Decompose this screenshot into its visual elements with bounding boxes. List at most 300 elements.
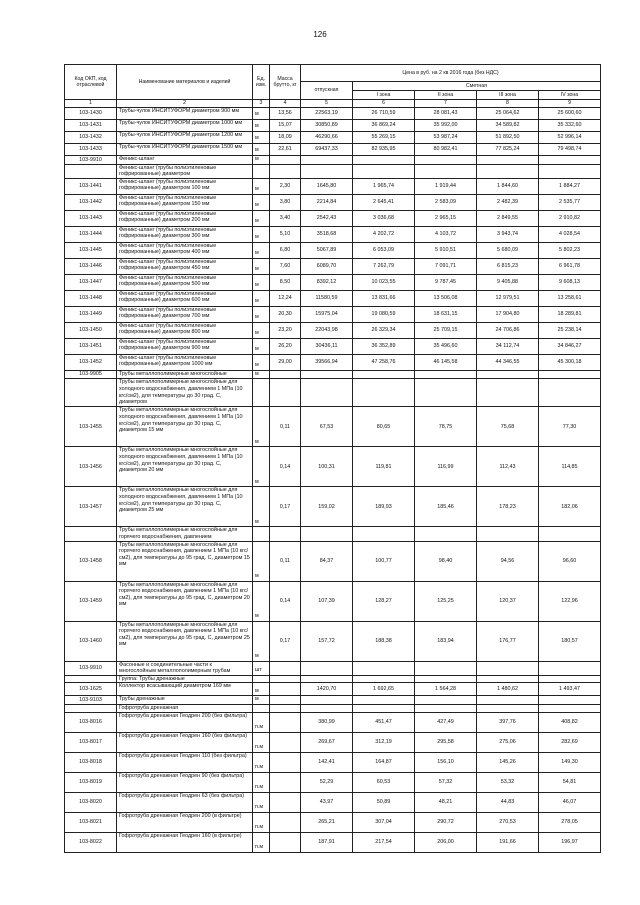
cell-code: 103-1445 — [65, 242, 117, 258]
page-number: 126 — [313, 30, 327, 39]
cell-zone-3-price: 1 844,60 — [477, 178, 539, 194]
cell-unit: м — [253, 210, 270, 226]
cell-unit: п.м — [253, 792, 270, 812]
cell-zone-4-price — [539, 675, 601, 683]
cell-unit — [253, 379, 270, 407]
cell-code: 103-1458 — [65, 541, 117, 581]
cell-release-price: 159,02 — [301, 487, 353, 527]
cell-zone-3-price: 2 482,39 — [477, 194, 539, 210]
cell-mass — [270, 675, 301, 683]
cell-release-price: 15975,04 — [301, 306, 353, 322]
cell-name: Трубы дренажные — [117, 696, 253, 705]
cell-unit — [253, 164, 270, 178]
cell-release-price: 157,72 — [301, 621, 353, 661]
cell-name: Гофротруба дренажная Геодрен 110 (без фильтра) — [117, 752, 253, 772]
cell-zone-1-price: 312,19 — [353, 732, 415, 752]
cell-code: 103-1443 — [65, 210, 117, 226]
cell-unit: м — [253, 274, 270, 290]
cell-release-price: 52,29 — [301, 772, 353, 792]
cell-mass: 0,14 — [270, 581, 301, 621]
cell-zone-2-price: 183,94 — [415, 621, 477, 661]
cell-unit: м — [253, 132, 270, 144]
cell-zone-3-price: 178,23 — [477, 487, 539, 527]
cell-zone-4-price: 6 961,78 — [539, 258, 601, 274]
header-zone-3: III зона — [477, 91, 539, 100]
cell-zone-1-price: 2 645,41 — [353, 194, 415, 210]
cell-zone-1-price: 13 831,66 — [353, 290, 415, 306]
cell-unit: м — [253, 447, 270, 487]
cell-zone-2-price: 295,58 — [415, 732, 477, 752]
table-row — [65, 194, 601, 210]
cell-name: Феникс-шланг (трубы полиэтиленовые гофрированные) диаметром 200 мм — [117, 210, 253, 226]
cell-release-price: 30850,89 — [301, 120, 353, 132]
cell-zone-4-price — [539, 164, 601, 178]
cell-mass — [270, 792, 301, 812]
table-row — [65, 120, 601, 132]
cell-release-price: 5067,89 — [301, 242, 353, 258]
cell-code: 103-9905 — [65, 370, 117, 379]
cell-zone-4-price — [539, 661, 601, 675]
cell-mass: 0,11 — [270, 541, 301, 581]
cell-name: Трубы металлополимерные многослойные для горячего водоснабжения, давлением 1 МПа (10 кгс/см2), для температуры до 95 град. С, диаметром 20 мм — [117, 581, 253, 621]
cell-zone-4-price: 13 258,61 — [539, 290, 601, 306]
cell-zone-4-price: 1 884,27 — [539, 178, 601, 194]
cell-mass — [270, 704, 301, 712]
cell-zone-1-price: 82 935,95 — [353, 144, 415, 156]
cell-zone-3-price: 9 405,88 — [477, 274, 539, 290]
cell-code: 103-8017 — [65, 732, 117, 752]
cell-name: Трубы металлополимерные многослойные для холодного водоснабжения, давлением 1 МПа (10 кгс/см2), для температуры до 30 град. С, диаметром 25 мм — [117, 487, 253, 527]
cell-zone-2-price — [415, 527, 477, 541]
cell-unit: м — [253, 541, 270, 581]
cell-name: Гофротруба дренажная — [117, 704, 253, 712]
table-row — [65, 370, 601, 379]
column-number: 1 — [65, 100, 117, 108]
cell-zone-2-price: 25 709,15 — [415, 322, 477, 338]
cell-zone-3-price: 6 815,23 — [477, 258, 539, 274]
cell-code: 103-1447 — [65, 274, 117, 290]
cell-zone-2-price: 1 919,44 — [415, 178, 477, 194]
cell-zone-4-price: 77,30 — [539, 407, 601, 447]
cell-zone-2-price: 206,00 — [415, 832, 477, 852]
cell-mass: 13,56 — [270, 108, 301, 120]
table-row — [65, 108, 601, 120]
cell-unit: м — [253, 258, 270, 274]
cell-release-price: 6089,70 — [301, 258, 353, 274]
table-row — [65, 338, 601, 354]
cell-unit: п.м — [253, 832, 270, 852]
cell-zone-1-price — [353, 661, 415, 675]
cell-zone-3-price: 75,68 — [477, 407, 539, 447]
cell-unit: п.м — [253, 732, 270, 752]
cell-zone-3-price: 44 346,55 — [477, 354, 539, 370]
header-zone-1: I зона — [353, 91, 415, 100]
cell-zone-1-price: 4 202,72 — [353, 226, 415, 242]
cell-zone-3-price: 44,83 — [477, 792, 539, 812]
cell-name: Феникс-шланг (трубы полиэтиленовые гофрированные) диаметром 700 мм — [117, 306, 253, 322]
cell-release-price: 187,91 — [301, 832, 353, 852]
cell-release-price: 2214,84 — [301, 194, 353, 210]
cell-zone-4-price: 182,06 — [539, 487, 601, 527]
cell-zone-3-price: 12 979,51 — [477, 290, 539, 306]
cell-unit — [253, 704, 270, 712]
cell-zone-4-price: 52 996,14 — [539, 132, 601, 144]
cell-name: Трубы металлополимерные многослойные для холодного водоснабжения, давлением 1 МПа (10 кгс/см2), для температуры до 30 град. С, диаметром — [117, 379, 253, 407]
table-row — [65, 258, 601, 274]
cell-unit: м — [253, 306, 270, 322]
cell-code: 103-1455 — [65, 407, 117, 447]
cell-zone-1-price: 217,54 — [353, 832, 415, 852]
cell-name: Трубы-чулок ИНСИТУФОРМ диаметром 1000 мм — [117, 120, 253, 132]
cell-mass — [270, 732, 301, 752]
cell-unit: м — [253, 226, 270, 242]
cell-code: 103-8016 — [65, 712, 117, 732]
cell-zone-1-price: 19 080,59 — [353, 306, 415, 322]
cell-unit: м — [253, 683, 270, 696]
cell-release-price: 1420,70 — [301, 683, 353, 696]
cell-zone-2-price: 78,75 — [415, 407, 477, 447]
cell-zone-4-price: 45 300,18 — [539, 354, 601, 370]
cell-unit: м — [253, 696, 270, 705]
table-row — [65, 156, 601, 165]
cell-zone-4-price: 408,82 — [539, 712, 601, 732]
cell-zone-3-price — [477, 164, 539, 178]
cell-zone-3-price: 1 480,62 — [477, 683, 539, 696]
cell-name: Феникс-шланг (трубы полиэтиленовые гофрированные) диаметром 100 мм — [117, 178, 253, 194]
cell-release-price: 1645,80 — [301, 178, 353, 194]
cell-zone-1-price: 189,93 — [353, 487, 415, 527]
cell-mass: 5,10 — [270, 226, 301, 242]
cell-release-price: 3518,68 — [301, 226, 353, 242]
header-estimate: Сметная — [353, 82, 601, 91]
table-row — [65, 354, 601, 370]
cell-zone-3-price: 191,66 — [477, 832, 539, 852]
cell-zone-3-price: 17 904,80 — [477, 306, 539, 322]
cell-code: 103-1456 — [65, 447, 117, 487]
table-row — [65, 683, 601, 696]
cell-zone-1-price: 60,53 — [353, 772, 415, 792]
cell-mass: 0,17 — [270, 621, 301, 661]
cell-zone-3-price — [477, 527, 539, 541]
cell-zone-3-price — [477, 675, 539, 683]
cell-unit: м — [253, 194, 270, 210]
cell-zone-4-price: 25 238,14 — [539, 322, 601, 338]
table-row — [65, 696, 601, 705]
cell-release-price — [301, 696, 353, 705]
cell-unit: м — [253, 581, 270, 621]
column-number: 7 — [415, 100, 477, 108]
cell-code: 103-8021 — [65, 812, 117, 832]
cell-mass: 0,14 — [270, 447, 301, 487]
cell-code — [65, 675, 117, 683]
cell-zone-4-price: 34 846,27 — [539, 338, 601, 354]
cell-name: Гофротруба дренажная Геодрен 200 (без фильтра) — [117, 712, 253, 732]
cell-zone-4-price: 282,69 — [539, 732, 601, 752]
column-number: 9 — [539, 100, 601, 108]
cell-zone-2-price: 5 910,51 — [415, 242, 477, 258]
cell-zone-3-price: 51 892,50 — [477, 132, 539, 144]
cell-zone-4-price: 35 332,60 — [539, 120, 601, 132]
cell-zone-3-price: 176,77 — [477, 621, 539, 661]
cell-mass: 23,20 — [270, 322, 301, 338]
table-row — [65, 752, 601, 772]
cell-name: Феникс-шланг (трубы полиэтиленовые гофрированные) диаметром 600 мм — [117, 290, 253, 306]
cell-release-price: 265,21 — [301, 812, 353, 832]
cell-code: 103-1449 — [65, 306, 117, 322]
cell-zone-1-price — [353, 370, 415, 379]
cell-zone-4-price: 25 600,60 — [539, 108, 601, 120]
cell-zone-1-price: 26 710,59 — [353, 108, 415, 120]
cell-unit: м — [253, 120, 270, 132]
table-row — [65, 322, 601, 338]
cell-code: 103-1625 — [65, 683, 117, 696]
header-release: отпускная — [301, 82, 353, 100]
cell-unit: п.м — [253, 812, 270, 832]
cell-zone-4-price: 5 802,23 — [539, 242, 601, 258]
cell-zone-4-price: 149,30 — [539, 752, 601, 772]
cell-mass: 6,80 — [270, 242, 301, 258]
cell-zone-3-price — [477, 156, 539, 165]
cell-release-price: 30436,11 — [301, 338, 353, 354]
cell-zone-4-price: 122,96 — [539, 581, 601, 621]
cell-name: Феникс-шланг — [117, 156, 253, 165]
cell-mass — [270, 379, 301, 407]
cell-zone-4-price: 79 498,74 — [539, 144, 601, 156]
cell-zone-1-price: 128,27 — [353, 581, 415, 621]
cell-name: Трубы-чулок ИНСИТУФОРМ диаметром 900 мм — [117, 108, 253, 120]
table-row — [65, 407, 601, 447]
cell-release-price — [301, 164, 353, 178]
cell-zone-1-price: 55 269,15 — [353, 132, 415, 144]
cell-zone-3-price: 25 064,62 — [477, 108, 539, 120]
cell-zone-3-price: 145,26 — [477, 752, 539, 772]
cell-name: Феникс-шланг (трубы полиэтиленовые гофрированные) диаметром 300 мм — [117, 226, 253, 242]
cell-unit: шт — [253, 661, 270, 675]
cell-code: 103-1459 — [65, 581, 117, 621]
table-row — [65, 581, 601, 621]
table-row — [65, 772, 601, 792]
cell-name: Феникс-шланг (трубы полиэтиленовые гофрированные) диаметром 500 мм — [117, 274, 253, 290]
cell-mass: 8,50 — [270, 274, 301, 290]
cell-zone-4-price: 46,07 — [539, 792, 601, 812]
cell-code: 103-9910 — [65, 156, 117, 165]
cell-release-price: 22043,98 — [301, 322, 353, 338]
cell-zone-4-price — [539, 696, 601, 705]
cell-zone-4-price: 96,60 — [539, 541, 601, 581]
cell-zone-2-price: 98,40 — [415, 541, 477, 581]
cell-release-price — [301, 675, 353, 683]
cell-mass: 20,30 — [270, 306, 301, 322]
cell-zone-3-price: 94,56 — [477, 541, 539, 581]
cell-release-price — [301, 379, 353, 407]
cell-zone-1-price: 36 869,24 — [353, 120, 415, 132]
cell-release-price: 100,31 — [301, 447, 353, 487]
table-row — [65, 447, 601, 487]
header-unit: Ед. изм. — [253, 65, 270, 100]
table-row — [65, 210, 601, 226]
cell-code: 103-1452 — [65, 354, 117, 370]
cell-zone-3-price — [477, 379, 539, 407]
cell-zone-4-price — [539, 379, 601, 407]
cell-zone-4-price: 54,81 — [539, 772, 601, 792]
cell-release-price: 84,37 — [301, 541, 353, 581]
cell-mass: 12,24 — [270, 290, 301, 306]
table-row — [65, 832, 601, 852]
cell-zone-2-price: 35 496,60 — [415, 338, 477, 354]
header-name: Наименование материалов и изделий — [117, 65, 253, 100]
cell-code: 103-1446 — [65, 258, 117, 274]
cell-unit: м — [253, 407, 270, 447]
table-row — [65, 712, 601, 732]
cell-zone-2-price — [415, 704, 477, 712]
cell-unit: п.м — [253, 772, 270, 792]
cell-code: 103-1433 — [65, 144, 117, 156]
cell-zone-4-price: 1 493,47 — [539, 683, 601, 696]
cell-release-price — [301, 661, 353, 675]
cell-mass — [270, 164, 301, 178]
cell-zone-1-price — [353, 164, 415, 178]
cell-zone-3-price — [477, 704, 539, 712]
table-row — [65, 732, 601, 752]
cell-zone-2-price: 156,10 — [415, 752, 477, 772]
cell-zone-2-price: 46 145,58 — [415, 354, 477, 370]
cell-zone-1-price: 80,65 — [353, 407, 415, 447]
cell-release-price: 269,67 — [301, 732, 353, 752]
cell-zone-2-price — [415, 164, 477, 178]
table-row — [65, 132, 601, 144]
cell-code: 103-8019 — [65, 772, 117, 792]
column-number: 3 — [253, 100, 270, 108]
cell-zone-1-price — [353, 675, 415, 683]
cell-zone-2-price — [415, 156, 477, 165]
cell-zone-4-price: 4 028,54 — [539, 226, 601, 242]
cell-zone-1-price: 164,87 — [353, 752, 415, 772]
cell-code: 103-1450 — [65, 322, 117, 338]
table-row — [65, 164, 601, 178]
cell-zone-1-price: 451,47 — [353, 712, 415, 732]
cell-code: 103-1431 — [65, 120, 117, 132]
cell-mass — [270, 812, 301, 832]
column-number: 2 — [117, 100, 253, 108]
cell-zone-2-price: 125,25 — [415, 581, 477, 621]
cell-zone-2-price: 57,32 — [415, 772, 477, 792]
cell-name: Трубы металлополимерные многослойные для холодного водоснабжения, давлением 1 МПа (10 кгс/см2), для температуры до 30 град. С, диаметром 20 мм — [117, 447, 253, 487]
cell-release-price: 8392,12 — [301, 274, 353, 290]
table-row — [65, 306, 601, 322]
cell-release-price: 69437,33 — [301, 144, 353, 156]
cell-zone-2-price: 1 564,28 — [415, 683, 477, 696]
cell-mass — [270, 683, 301, 696]
cell-zone-1-price — [353, 704, 415, 712]
cell-zone-2-price: 2 965,15 — [415, 210, 477, 226]
cell-unit: м — [253, 144, 270, 156]
table-row — [65, 792, 601, 812]
cell-zone-1-price: 119,81 — [353, 447, 415, 487]
cell-mass — [270, 156, 301, 165]
cell-zone-2-price: 80 982,41 — [415, 144, 477, 156]
cell-name: Трубы-чулок ИНСИТУФОРМ диаметром 1200 мм — [117, 132, 253, 144]
cell-mass: 22,61 — [270, 144, 301, 156]
cell-code: 103-1448 — [65, 290, 117, 306]
cell-zone-4-price: 9 608,13 — [539, 274, 601, 290]
cell-unit: п.м — [253, 712, 270, 732]
cell-zone-4-price: 278,05 — [539, 812, 601, 832]
column-number: 6 — [353, 100, 415, 108]
table-row — [65, 274, 601, 290]
price-table — [64, 64, 601, 853]
cell-name: Гофротруба дренажная Геодрен 90 (без фильтра) — [117, 772, 253, 792]
cell-name: Трубы металлополимерные многослойные для холодного водоснабжения, давлением 1 МПа (10 кгс/см2), для температуры до 30 град. С, диаметром 15 мм — [117, 407, 253, 447]
cell-code: 103-1444 — [65, 226, 117, 242]
cell-code: 103-8018 — [65, 752, 117, 772]
cell-unit: м — [253, 322, 270, 338]
cell-mass: 29,00 — [270, 354, 301, 370]
cell-zone-4-price: 2 535,77 — [539, 194, 601, 210]
cell-mass — [270, 527, 301, 541]
cell-zone-2-price: 290,72 — [415, 812, 477, 832]
table-row — [65, 675, 601, 683]
column-number: 4 — [270, 100, 301, 108]
cell-zone-2-price: 53 987,24 — [415, 132, 477, 144]
cell-unit: м — [253, 242, 270, 258]
cell-name: Гофротруба дренажная Геодрен 63 (без фильтра) — [117, 792, 253, 812]
cell-zone-2-price — [415, 675, 477, 683]
cell-release-price: 43,97 — [301, 792, 353, 812]
column-number: 8 — [477, 100, 539, 108]
cell-zone-1-price: 36 352,89 — [353, 338, 415, 354]
cell-zone-2-price: 7 091,71 — [415, 258, 477, 274]
cell-zone-1-price: 307,04 — [353, 812, 415, 832]
table-row — [65, 144, 601, 156]
cell-zone-1-price: 1 965,74 — [353, 178, 415, 194]
cell-zone-4-price — [539, 704, 601, 712]
cell-unit: м — [253, 290, 270, 306]
cell-zone-2-price: 427,49 — [415, 712, 477, 732]
cell-code: 103-1430 — [65, 108, 117, 120]
cell-code: 103-1441 — [65, 178, 117, 194]
cell-mass: 2,30 — [270, 178, 301, 194]
cell-release-price: 46290,66 — [301, 132, 353, 144]
cell-zone-4-price: 196,97 — [539, 832, 601, 852]
cell-code: 103-1460 — [65, 621, 117, 661]
cell-zone-2-price: 185,46 — [415, 487, 477, 527]
cell-name: Гофротруба дренажная Геодрен 160 (в фильтре) — [117, 832, 253, 852]
cell-name: Трубы-чулок ИНСИТУФОРМ диаметром 1500 мм — [117, 144, 253, 156]
cell-zone-1-price: 6 053,09 — [353, 242, 415, 258]
table-row — [65, 541, 601, 581]
cell-zone-3-price: 275,06 — [477, 732, 539, 752]
cell-unit: м — [253, 487, 270, 527]
cell-unit: м — [253, 338, 270, 354]
cell-zone-3-price: 397,76 — [477, 712, 539, 732]
cell-name: Группа: Трубы дренажные — [117, 675, 253, 683]
cell-mass: 15,07 — [270, 120, 301, 132]
cell-zone-3-price: 24 706,86 — [477, 322, 539, 338]
cell-mass — [270, 772, 301, 792]
cell-zone-3-price: 3 943,74 — [477, 226, 539, 242]
cell-zone-3-price — [477, 370, 539, 379]
cell-unit: м — [253, 156, 270, 165]
cell-mass: 26,20 — [270, 338, 301, 354]
cell-unit: м — [253, 108, 270, 120]
cell-mass — [270, 752, 301, 772]
cell-release-price: 22563,19 — [301, 108, 353, 120]
table-body — [65, 108, 601, 853]
cell-unit: п.м — [253, 752, 270, 772]
cell-code: 103-8022 — [65, 832, 117, 852]
cell-code: 103-8020 — [65, 792, 117, 812]
cell-name: Коллектор всасывающий диаметром 169 мм — [117, 683, 253, 696]
